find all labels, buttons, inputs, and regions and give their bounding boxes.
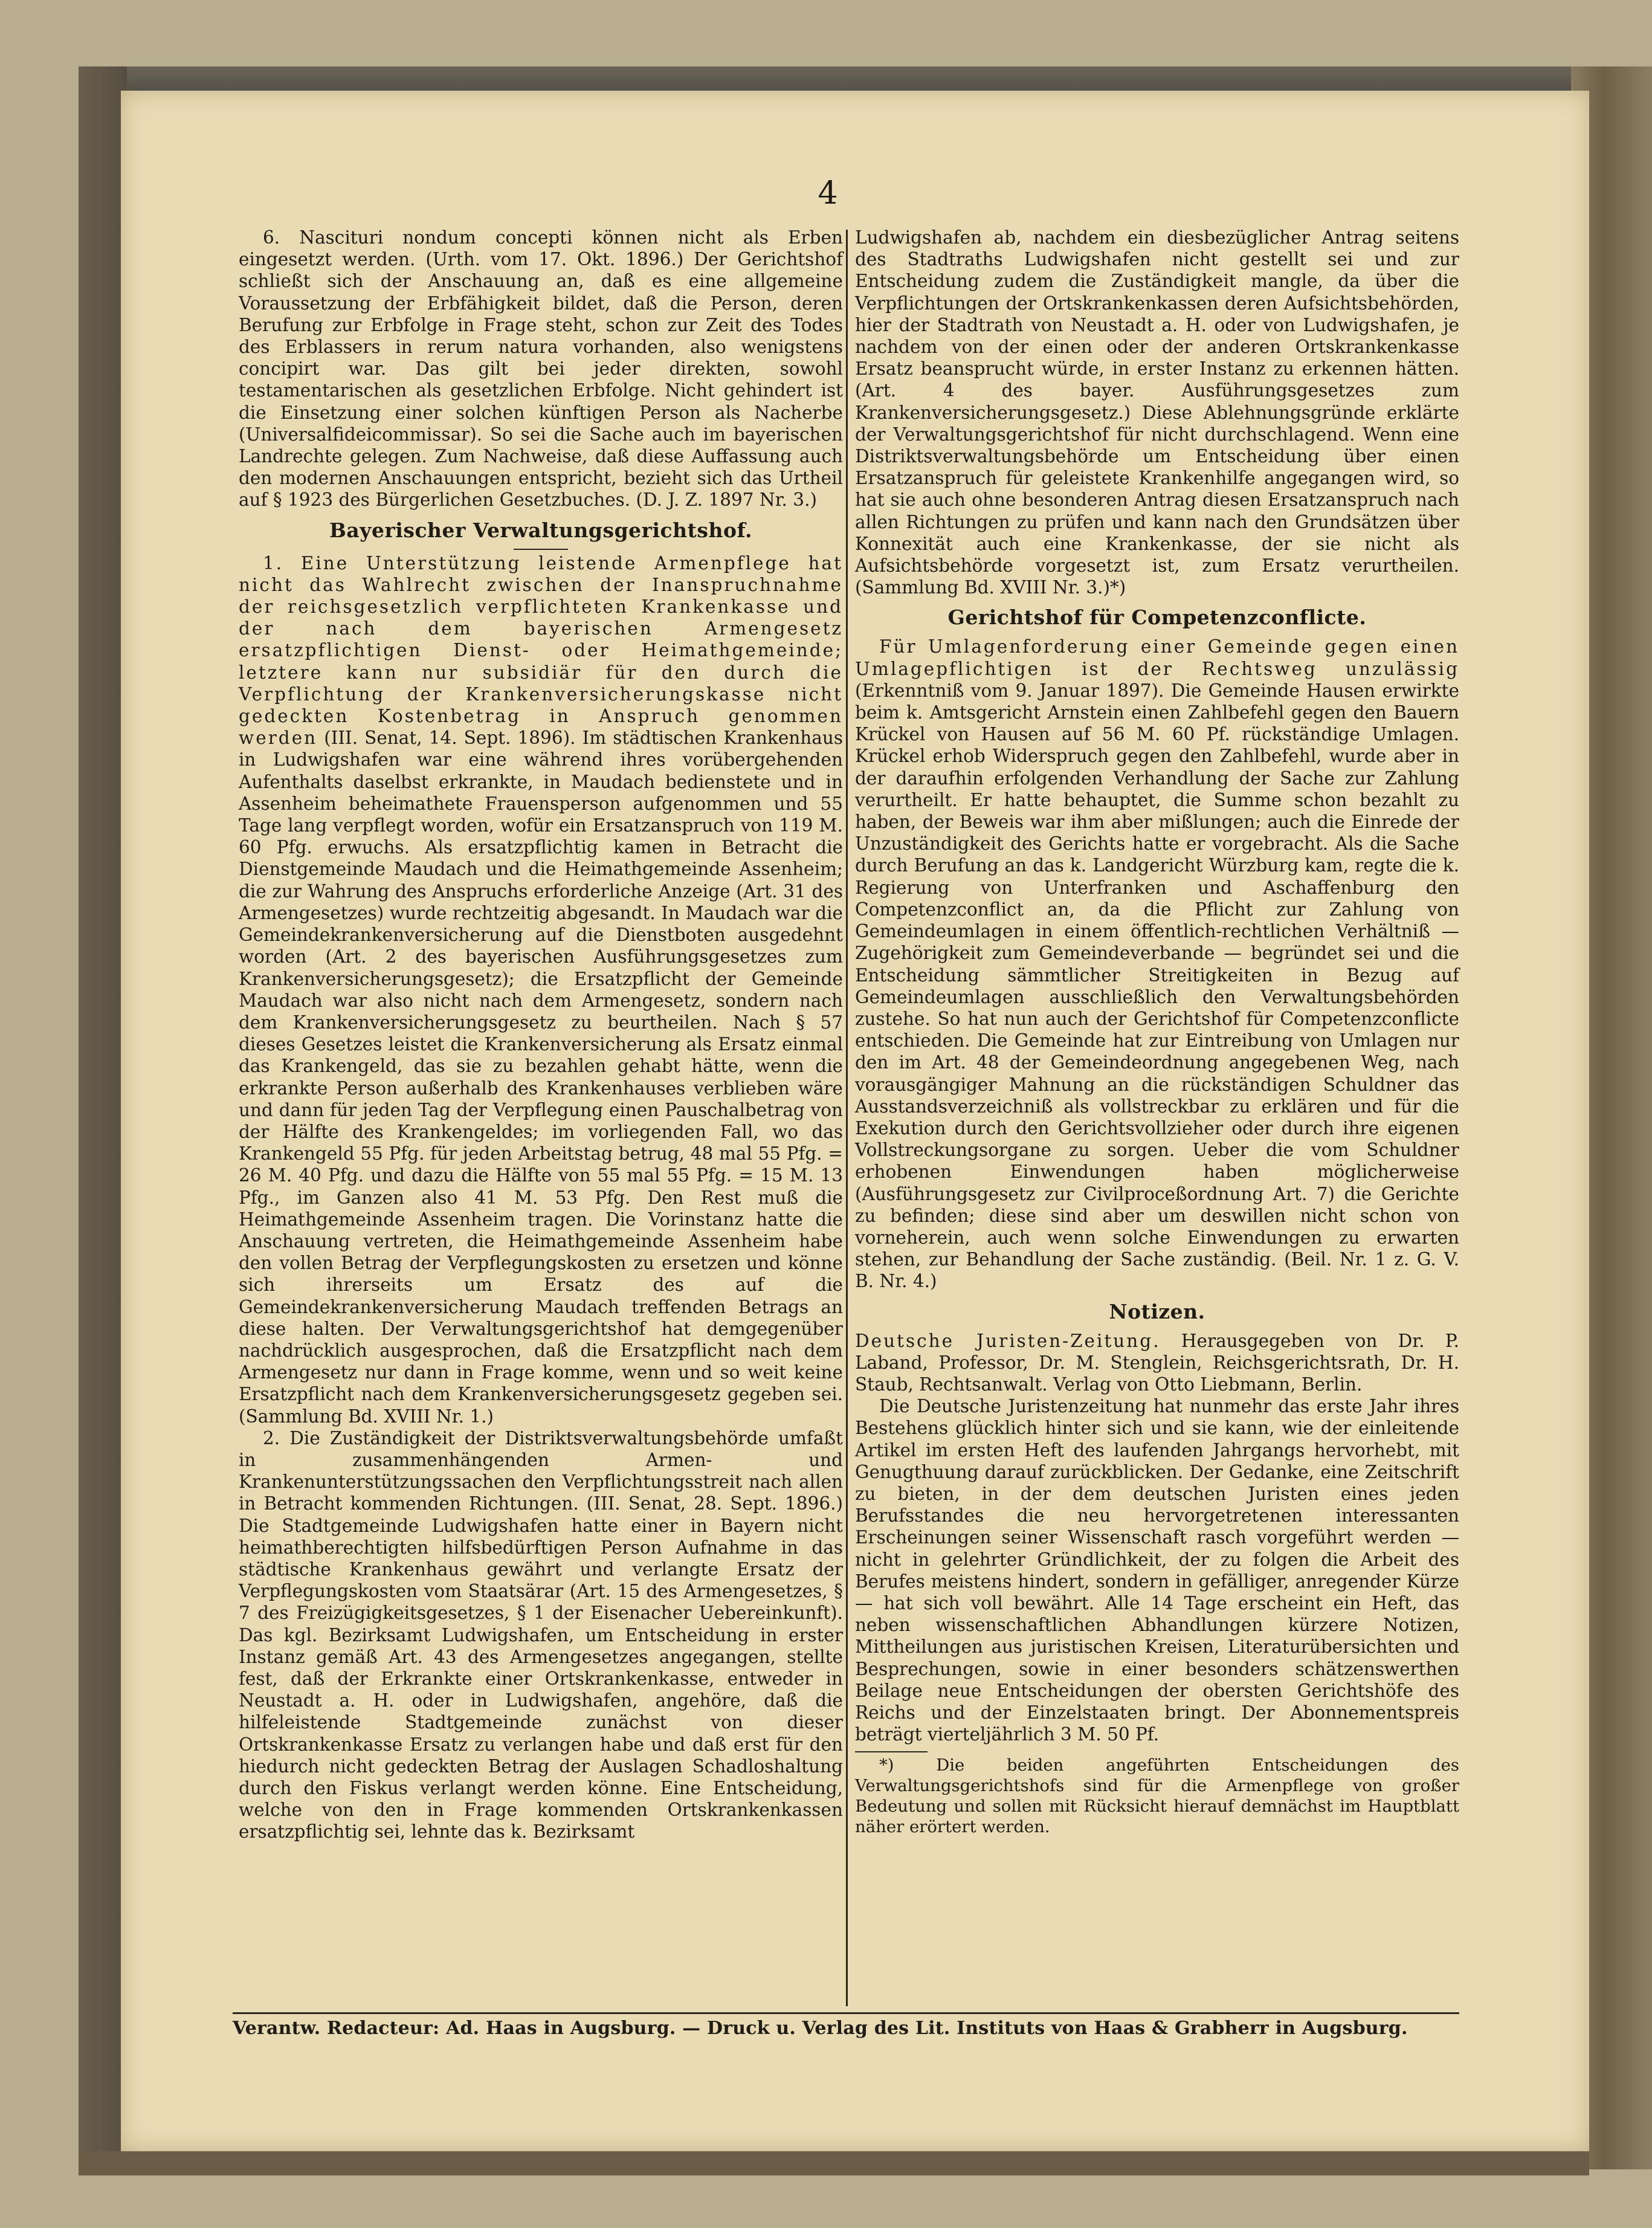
article-armenpflege-lead: 1. Eine Unterstützung leistende Armenpflege hat nicht das Wahlrecht zwischen der Inanspruchnahme der reichsgesetzlich verpflichteten Krankenkasse und der nach dem bayerischen Armengesetz ersatzpflichtigen Dienst- oder Heimathgemeinde; letztere kann nur subsidiär für den durch die Verpflichtung der Krankenversicherungskasse nicht gedeckten Kostenbetrag in Anspruch genommen werden <box>239 552 843 749</box>
footnote-rule <box>855 1751 928 1752</box>
page-number: 4 <box>818 175 838 211</box>
imprint-footer: Verantw. Redacteur: Ad. Haas in Augsburg. — Druck u. Verlag des Lit. Instituts von Haas & Grabherr in Augsburg. <box>233 2018 1408 2039</box>
article-armenpflege <box>239 552 843 1427</box>
right-column <box>855 227 1459 1837</box>
article-nasciturі: 6. Nasciturі nondum concepti können nicht als Erben eingesetzt werden. (Urth. vom 17. Okt. 1896.) Der Gerichtshof schließt sich der Anschauung an, daß es eine allgemeine Voraussetzung der Erbfähigkeit bildet, daß die Person, deren Berufung zur Erbfolge in Frage steht, schon zur Zeit des Todes des Erblassers in rerum natura vorhanden, also wenigstens concipirt war. Das gilt bei jeder direkten, sowohl testamentarischen als gesetzlichen Erbfolge. Nicht gehindert ist die Einsetzung einer solchen künftigen Person als Nacherbe (Universalfideicommissar). So sei die Sache auch im bayerischen Landrechte gelegen. Zum Nachweise, daß diese Auffassung auch den modernen Anschauungen entspricht, bezieht sich das Urtheil auf § 1923 des Bürgerlichen Gesetzbuches. (D. J. Z. 1897 Nr. 3.) <box>239 227 843 511</box>
section-heading-verwaltungsgerichtshof: Bayerischer Verwaltungsgerichtshof. <box>329 518 752 542</box>
heading-rule <box>514 549 568 550</box>
section-heading-competenzconflicte: Gerichtshof für Competenzconflicte. <box>947 605 1367 630</box>
book-cover-bottom-edge <box>79 2151 1589 2175</box>
notice-review: Die Deutsche Juristenzeitung hat nunmehr das erste Jahr ihres Bestehens glücklich hinter sich und sie kann, wie der einleitende Artikel im ersten Heft des laufenden Jahrgangs hervorhebt, mit Genugthuung darauf zurückblicken. Der Gedanke, eine Zeitschrift zu bieten, in der dem deutschen Juristen eines jeden Berufsstandes die neu hervorgetretenen interessanten Erscheinungen seiner Wissenschaft rasch vorgeführt werden — nicht in gelehrter Gründlichkeit, der zu folgen die Arbeit des Berufes meistens hindert, sondern in gefälliger, anregender Kürze — hat sich voll bewährt. Alle 14 Tage erscheint ein Heft, das neben wissenschaftlichen Abhandlungen kürzere Notizen, Mittheilungen aus juristischen Kreisen, Literaturübersichten und Besprechungen, sowie in einer besonders schätzenswerthen Beilage neue Entscheidungen der obersten Gerichtshöfe des Reichs und der Einzelstaaten bringt. Der Abonnementspreis beträgt vierteljährlich 3 M. 50 Pf. <box>855 1396 1459 1745</box>
article-continuation: Ludwigshafen ab, nachdem ein diesbezüglicher Antrag seitens des Stadtraths Ludwigshafen nicht gestellt sei und zur Entscheidung zudem die Zuständigkeit mangle, da über die Verpflichtungen der Ortskrankenkassen deren Aufsichtsbehörden, hier der Stadtrath von Neustadt a. H. oder von Ludwigshafen, je nachdem von der einen oder der anderen Ortskrankenkasse Ersatz beansprucht würde, in erster Instanz zu erkennen hätten. (Art. 4 des bayer. Ausführungsgesetzes zum Krankenversicherungsgesetz.) Diese Ablehnungsgründe erklärte der Verwaltungsgerichtshof für nicht durchschlagend. Wenn eine Distriktsverwaltungsbehörde um Entscheidung über einen Ersatzanspruch für geleistete Krankenhilfe angegangen wird, so hat sie auch ohne besonderen Antrag diesen Ersatzanspruch nach allen Richtungen zu prüfen und kann nach den Grundsätzen über Konnexität auch eine Krankenkasse, der sie nicht als Aufsichtsbehörde vorgesetzt ist, zum Ersatz verurtheilen. (Sammlung Bd. XVIII Nr. 3.)*) <box>855 227 1459 598</box>
article-umlagenforderung <box>855 636 1459 1292</box>
notice-title: Deutsche Juristen-Zeitung. <box>855 1330 1161 1351</box>
article-umlagenforderung-lead: Für Umlagenforderung einer Gemeinde gegen einen Umlagepflichtigen ist der Rechtsweg unzulässig <box>855 636 1459 679</box>
book-cover-left-edge <box>79 66 127 2169</box>
article-distriktsverwaltung: 2. Die Zuständigkeit der Distriktsverwaltungsbehörde umfaßt in zusammenhängenden Armen- und Krankenunterstützungssachen den Verpflichtungsstreit nach allen in Betracht kommenden Richtungen. (III. Senat, 28. Sept. 1896.) Die Stadtgemeinde Ludwigshafen hatte einer in Bayern nicht heimathberechtigten hilfsbedürftigen Person Aufnahme in das städtische Krankenhaus gewährt und verlangte Ersatz der Verpflegungskosten vom Staatsärar (Art. 15 des Armengesetzes, § 7 des Freizügigkeitsgesetzes, § 1 der Eisenacher Uebereinkunft). Das kgl. Bezirksamt Ludwigshafen, um Entscheidung in erster Instanz gemäß Art. 43 des Armengesetzes angegangen, stellte fest, daß der Erkrankte einer Ortskrankenkasse, entweder in Neustadt a. H. oder in Ludwigshafen, angehöre, daß die hilfeleistende Stadtgemeinde zunächst von dieser Ortskrankenkasse Ersatz zu verlangen habe und daß erst für den hiedurch nicht gedeckten Betrag der Auslagen Schadloshaltung durch den Fiskus verlangt werden könne. Eine Entscheidung, welche von den in Frage kommenden Ortskrankenkassen ersatzpflichtig sei, lehnte das k. Bezirksamt <box>239 1427 843 1842</box>
section-heading-notizen: Notizen. <box>1109 1299 1205 1323</box>
footer-rule <box>233 2012 1459 2014</box>
article-armenpflege-body: (III. Senat, 14. Sept. 1896). Im städtischen Krankenhaus in Ludwigshafen war eine während ihres vorübergehenden Aufenthalts daselbst erkrankte, in Maudach bedienstete und in Assenheim beheimathete Frauensperson aufgenommen und 55 Tage lang verpflegt worden, wofür ein Ersatzanspruch von 119 M. 60 Pfg. erwuchs. Als ersatzpflichtig kamen in Betracht die Dienstgemeinde Maudach und die Heimathgemeinde Assenheim; die zur Wahrung des Anspruchs erforderliche Anzeige (Art. 31 des Armengesetzes) wurde rechtzeitig abgesandt. In Maudach war die Gemeindekrankenversicherung auf die Dienstboten ausgedehnt worden (Art. 2 des bayerischen Ausführungsgesetzes zum Krankenversicherungsgesetz); die Ersatzpflicht der Gemeinde Maudach war also nicht nach dem Armengesetz, sondern nach dem Krankenversicherungsgesetz zu beurtheilen. Nach § 57 dieses Gesetzes leistet die Krankenversicherung als Ersatz einmal das Krankengeld, das sie zu bezahlen gehabt hätte, wenn die erkrankte Person außerhalb des Krankenhauses verblieben wäre und dann für jeden Tag der Verpflegung einen Pauschalbetrag von der Hälfte des Krankengeldes; im vorliegenden Fall, wo das Krankengeld 55 Pfg. für jeden Arbeitstag betrug, 48 mal 55 Pfg. = 26 M. 40 Pfg. und dazu die Hälfte von 55 mal 55 Pfg. = 15 M. 13 Pfg., im Ganzen also 41 M. 53 Pfg. Den Rest muß die Heimathgemeinde Assenheim tragen. Die Vorinstanz hatte die Anschauung vertreten, die Heimathgemeinde Assenheim habe den vollen Betrag der Verpflegungskosten zu ersetzen und könne sich ihrerseits um Ersatz des auf die Gemeindekrankenversicherung Maudach treffenden Betrags an diese halten. Der Verwaltungsgerichtshof hat demgegenüber nachdrücklich ausgesprochen, daß die Ersatzpflicht nach dem Armengesetz nur dann in Frage komme, wenn und so weit keine Ersatzpflicht nach dem Krankenversicherungsgesetz gegeben sei. (Sammlung Bd. XVIII Nr. 1.) <box>239 728 843 1427</box>
notice-publisher: Herausgegeben von Dr. P. Laband, Professor, Dr. M. Stenglein, Reichsgerichtsrath, Dr. H. Staub, Rechtsanwalt. Verlag von Otto Liebmann, Berlin. <box>855 1330 1459 1395</box>
footnote: *) Die beiden angeführten Entscheidungen des Verwaltungsgerichtshofs sind für die Armenpflege von großer Bedeutung und sollen mit Rücksicht hierauf demnächst im Hauptblatt näher erörtert werden. <box>855 1755 1459 1837</box>
column-divider <box>846 230 848 2006</box>
notice-juristen-zeitung <box>855 1330 1459 1396</box>
article-umlagenforderung-body: (Erkenntniß vom 9. Januar 1897). Die Gemeinde Hausen erwirkte beim k. Amtsgericht Arnstein einen Zahlbefehl gegen den Bauern Krückel von Hausen auf 56 M. 60 Pf. rückständige Umlagen. Krückel erhob Widerspruch gegen den Zahlbefehl, wurde aber in der daraufhin erfolgenden Verhandlung der Sache zur Zahlung verurtheilt. Er hatte behauptet, die Summe schon bezahlt zu haben, der Beweis war ihm aber mißlungen; auch die Einrede der Unzuständigkeit des Gerichts hatte er vorgebracht. Als die Sache durch Berufung an das k. Landgericht Würzburg kam, regte die k. Regierung von Unterfranken und Aschaffenburg den Competenzconflict an, da die Pflicht zur Zahlung von Gemeindeumlagen in einem öffentlich-rechtlichen Verhältniß — Zugehörigkeit zum Gemeindeverbande — begründet sei und die Entscheidung sämmtlicher Streitigkeiten in Bezug auf Gemeindeumlagen ausschließlich den Verwaltungsbehörden zustehe. So hat nun auch der Gerichtshof für Competenzconflicte entschieden. Die Gemeinde hat zur Eintreibung von Umlagen nur den im Art. 48 der Gemeindeordnung angegebenen Weg, nach vorausgängiger Mahnung an die rückständigen Schuldner das Ausstandsverzeichniß als vollstreckbar zu erklären und für die Exekution durch den Gerichtsvollzieher oder durch ihre eigenen Vollstreckungsorgane zu sorgen. Ueber die vom Schuldner erhobenen Einwendungen haben möglicherweise (Ausführungsgesetz zur Civilproceßordnung Art. 7) die Gerichte zu befinden; diese sind aber um deswillen nicht schon von vorneherein, auch wenn solche Einwendungen zu erwarten stehen, zur Behandlung der Sache zuständig. (Beil. Nr. 1 z. G. V. B. Nr. 4.) <box>855 680 1459 1292</box>
left-column <box>239 227 843 1843</box>
